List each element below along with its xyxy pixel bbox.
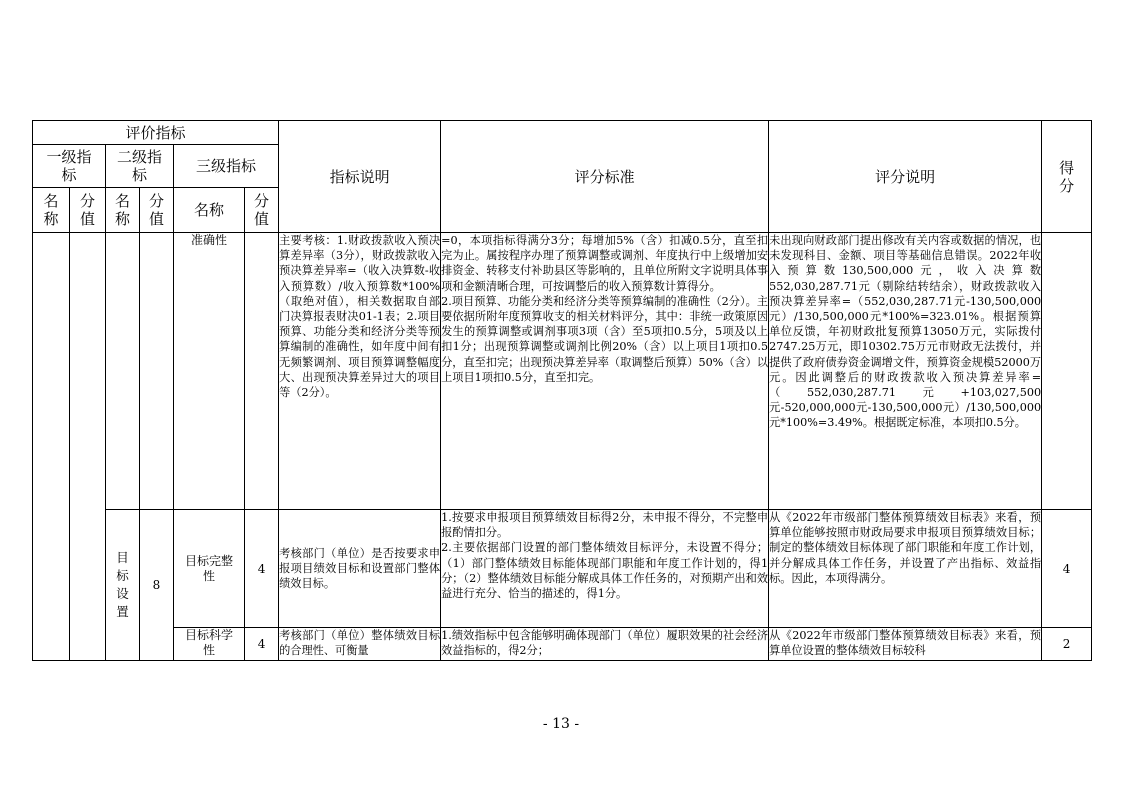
header-l1-value-text: 分值 [79, 192, 95, 228]
criteria: 1.绩效指标中包含能够明确体现部门（单位）履职效果的社会经济效益指标的，得2分； [441, 628, 769, 661]
explanation: 从《2022年市级部门整体预算绩效目标表》来看，预算单位设置的整体绩效目标较科 [769, 628, 1042, 661]
evaluation-table [32, 120, 1092, 661]
header-l2-value [140, 188, 174, 233]
l1-value-cell [70, 233, 106, 661]
table-row [33, 510, 1092, 628]
header-level2-text: 二级指标 [116, 148, 162, 184]
l3-name [174, 628, 245, 661]
l3-value [245, 233, 279, 510]
page-number: - 13 - [542, 716, 580, 732]
l2-value: 8 [140, 510, 174, 661]
explanation: 从《2022年市级部门整体预算绩效目标表》来看，预算单位能够按照市财政局要求申报项目预算绩效目标；制定的整体绩效目标体现了部门职能和年度工作计划，并分解成具体工作任务，并设置了产出指标、效益指标。因此，本项得满分。 [769, 510, 1042, 628]
explanation: 未出现向财政部门提出修改有关内容或数据的情况，也未发现科目、金额、项目等基础信息错误。2022年收入预算数130,500,000元，收入决算数552,030,287.71元（剔除结转结余），财政拨款收入预决算差异率=（552,030,287.71元-130,500,000元）/130,500,000元*100%=323.01%。根据预算单位反馈，年初财政批复预算13050万元，实际拨付2747.25万元，即10302.75万元市财政无法拨付，并提供了政府债券资金调增文件，预算资金规模52000万元。因此调整后的财政拨款收入预决算差异率=（552,030,287.71元+103,027,500元-520,000,000元-130,500,000元）/130,500,000元*100%=3.49%。根据既定标准，本项扣0.5分。 [769, 233, 1042, 510]
header-l3-name: 名称 [174, 188, 245, 233]
l3-name-text: 目标完整性 [184, 553, 233, 583]
l3-name [174, 510, 245, 628]
header-criteria: 评分标准 [441, 121, 769, 233]
header-l2-name-text: 名称 [114, 192, 130, 228]
header-l3-value-text: 分值 [254, 192, 270, 228]
score: 2 [1042, 628, 1092, 661]
header-level3: 三级指标 [174, 145, 279, 188]
header-score [1042, 121, 1092, 233]
header-eval-index: 评价指标 [33, 121, 279, 145]
score [1042, 233, 1092, 510]
index-desc: 考核部门（单位）整体绩效目标的合理性、可衡量 [279, 628, 441, 661]
header-score-text: 得分 [1059, 158, 1075, 195]
l2-name-cell-empty [106, 233, 140, 510]
header-level2 [106, 145, 174, 188]
index-desc: 考核部门（单位）是否按要求申报项目绩效目标和设置部门整体绩效目标。 [279, 510, 441, 628]
header-explanation: 评分说明 [769, 121, 1042, 233]
table-row [33, 233, 1092, 510]
header-l2-value-text: 分值 [148, 192, 164, 228]
l3-value: 4 [245, 510, 279, 628]
header-l1-name [33, 188, 70, 233]
header-level1 [33, 145, 106, 188]
l2-value-cell-empty [140, 233, 174, 510]
header-index-desc: 指标说明 [279, 121, 441, 233]
criteria: 1.按要求申报项目预算绩效目标得2分，未申报不得分，不完整申报酌情扣分。 2.主要依据部门设置的部门整体绩效目标评分，未设置不得分；（1）部门整体绩效目标能体现部门职能和年度工作计划的，得1分；（2）整体绩效目标能分解成具体工作任务的，对预期产出和效益进行充分、恰当的描述的，得1分。 [441, 510, 769, 628]
header-l3-value [245, 188, 279, 233]
header-l1-value [70, 188, 106, 233]
l3-name: 准确性 [174, 233, 245, 510]
table-row [33, 628, 1092, 661]
l1-name-cell [33, 233, 70, 661]
header-l2-name [106, 188, 140, 233]
header-l1-name-text: 名称 [43, 192, 59, 228]
l2-name-text: 目标设置 [116, 550, 129, 619]
l3-name-text: 目标科学性 [184, 628, 233, 657]
l3-value: 4 [245, 628, 279, 661]
index-desc: 主要考核：1.财政拨款收入预决算差异率（3分），财政拨款收入预决算差异率=（收入决算数-收入预算数）/收入预算数*100%（取绝对值），相关数据取自部门决算报表财决01-1表；2.项目预算、功能分类和经济分类等预算编制的准确性，如年度中间有无频繁调剂、项目预算调整幅度大、出现预决算差异过大的项目等（2分）。 [279, 233, 441, 510]
score: 4 [1042, 510, 1092, 628]
criteria: =0，本项指标得满分3分；每增加5%（含）扣减0.5分，直至扣完为止。属按程序办理了预算调整或调剂、年度执行中上级增加安排资金、转移支付补助县区等影响的，且单位所附文字说明具体事项和金额清晰合理，可按调整后的收入预算数计算得分。 2.项目预算、功能分类和经济分类等预算编制的准确性（2分）。主要依据所附年度预算收支的相关材料评分，其中：非统一政策原因发生的预算调整或调剂事项3项（含）至5项扣0.5分，5项及以上扣1分；出现预算调整或调剂比例20%（含）以上项目1项扣0.5分，直至扣完；出现预决算差异率（取调整后预算）50%（含）以上项目1项扣0.5分，直至扣完。 [441, 233, 769, 510]
header-level1-text: 一级指标 [46, 148, 92, 184]
l2-name [106, 510, 140, 661]
